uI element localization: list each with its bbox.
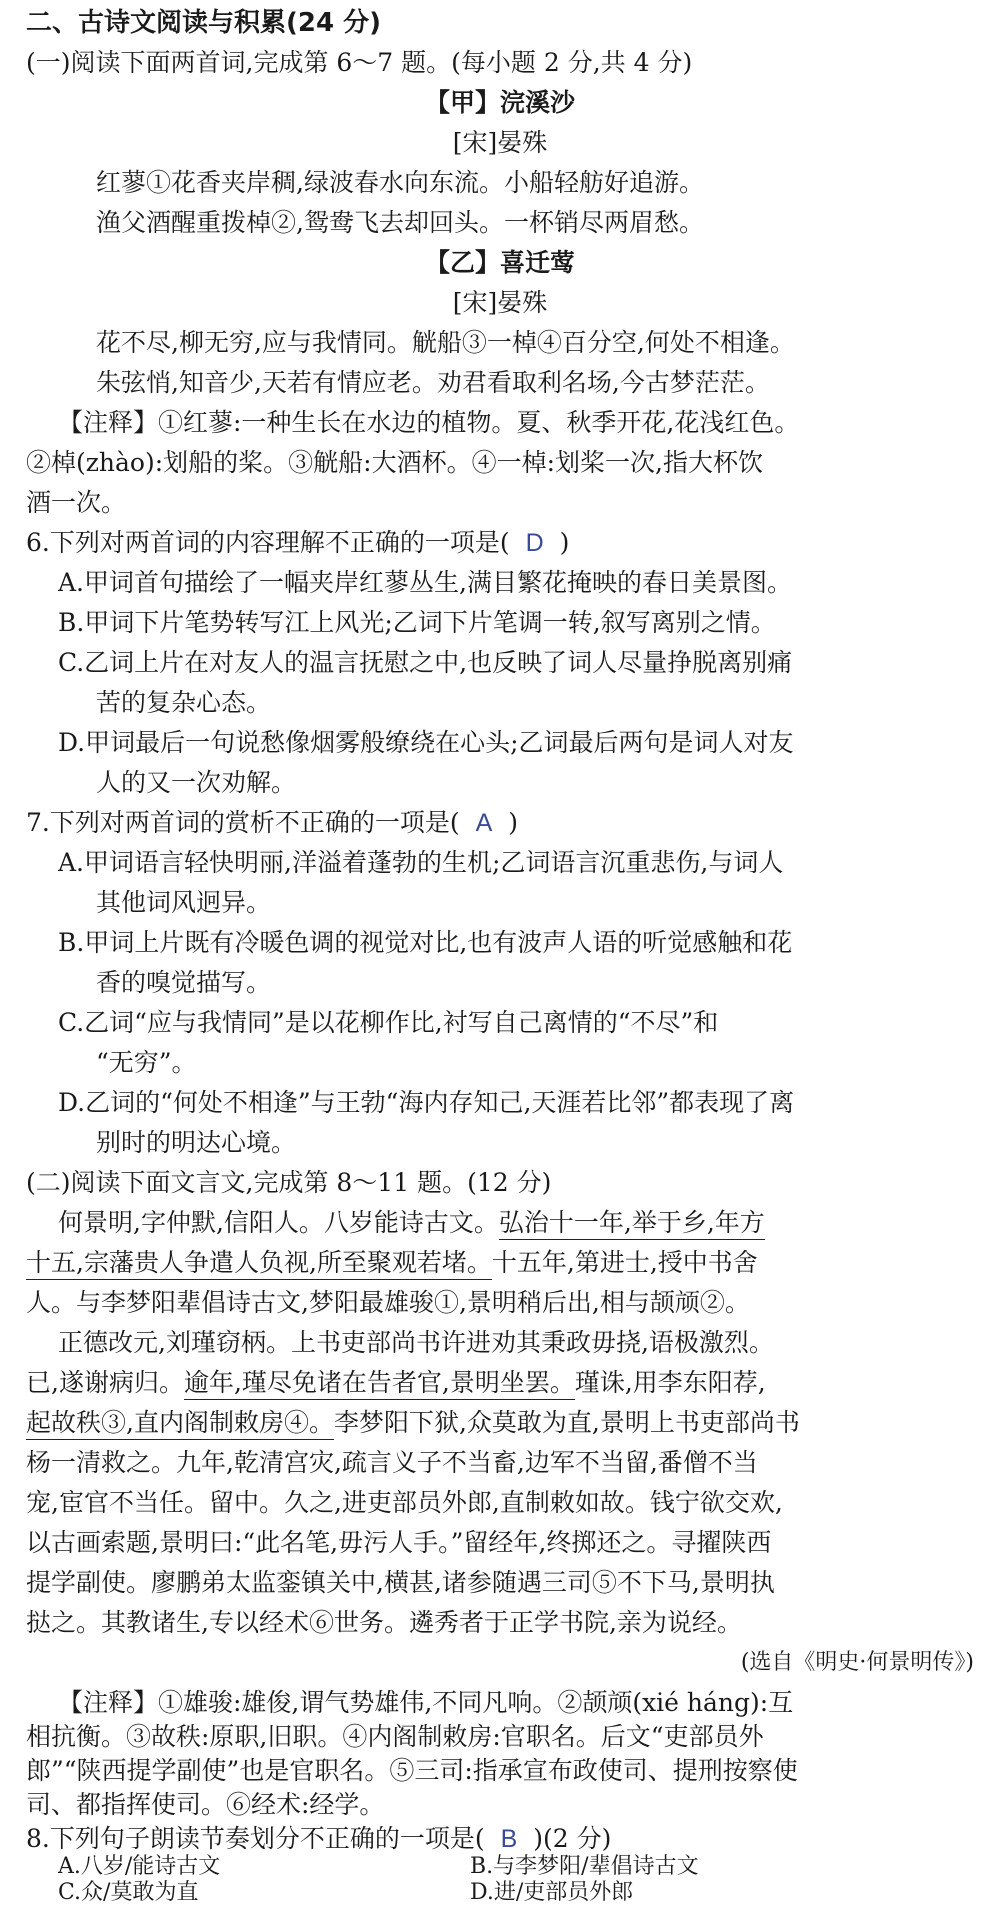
- poem-a-author: [宋]晏殊: [452, 128, 548, 157]
- part2-intro: (二)阅读下面文言文,完成第 8～11 题。(12 分): [26, 1168, 552, 1197]
- q8-option-c: C.众/莫敢为直: [58, 1880, 199, 1905]
- poem-a-line1: 红蓼①花香夹岸稠,绿波春水向东流。小船轻舫好追游。: [96, 168, 704, 197]
- poem-b-line2: 朱弦悄,知音少,天若有情应老。劝君看取利名场,今古梦茫茫。: [96, 368, 770, 397]
- passage-line: 宠,宦官不当任。留中。久之,进吏部员外郎,直制敕如故。钱宁欲交欢,: [26, 1488, 783, 1517]
- q7-close: ): [508, 808, 519, 837]
- underlined-text: 起故秩③,直内阁制敕房④。: [26, 1408, 334, 1440]
- q7-option-c: C.乙词“应与我情同”是以花柳作比,衬写自己离情的“不尽”和: [58, 1008, 719, 1037]
- q7-option-d: D.乙词的“何处不相逢”与王勃“海内存知己,天涯若比邻”都表现了离: [58, 1088, 795, 1117]
- q8-stem: 8.下列句子朗读节奏划分不正确的一项是(: [26, 1824, 485, 1853]
- underlined-text: 逾年,瑾尽免诸在告者官,景明坐罢。: [184, 1368, 575, 1400]
- q6-answer: D: [525, 529, 544, 557]
- notes-line: ②棹(zhào):划船的桨。③觥船:大酒杯。④一棹:划桨一次,指大杯饮: [26, 448, 763, 477]
- question-7: [26, 806, 974, 840]
- question-6: [26, 526, 974, 560]
- poem-a-line2: 渔父酒醒重拨棹②,鸳鸯飞去却回头。一杯销尽两眉愁。: [96, 208, 704, 237]
- q7-option-c-cont: “无穷”。: [96, 1048, 197, 1077]
- q6-option-d: D.甲词最后一句说愁像烟雾般缭绕在心头;乙词最后两句是词人对友: [58, 728, 794, 757]
- notes-line: 【注释】①红蓼:一种生长在水边的植物。夏、秋季开花,花浅红色。: [58, 408, 800, 437]
- passage-line: [58, 1206, 1000, 1240]
- q8-option-a: A.八岁/能诗古文: [58, 1854, 221, 1879]
- passage-line: [26, 1246, 974, 1280]
- part1-intro: (一)阅读下面两首词,完成第 6～7 题。(每小题 2 分,共 4 分): [26, 48, 693, 77]
- passage-text: 瑾诛,用李东阳荐,: [574, 1368, 766, 1397]
- passage-line: [26, 1406, 974, 1440]
- q8-option-d: D.进/吏部员外郎: [470, 1880, 634, 1905]
- passage-text: 十五年,第进士,授中书舍: [491, 1248, 758, 1277]
- poem-a-title: 【甲】浣溪沙: [424, 88, 575, 117]
- underlined-text: 弘治十一年,举于乡,年方: [499, 1208, 765, 1240]
- q7-option-a-cont: 其他词风迥异。: [96, 888, 272, 917]
- q6-option-c-cont: 苦的复杂心态。: [96, 688, 272, 717]
- passage-line: 杨一清救之。九年,乾清宫灾,疏言义子不当畜,边军不当留,番僧不当: [26, 1448, 758, 1477]
- section-title: 二、古诗文阅读与积累(24 分): [26, 8, 381, 38]
- passage-text: 何景明,字仲默,信阳人。八岁能诗古文。: [58, 1208, 499, 1237]
- q7-option-b: B.甲词上片既有冷暖色调的视觉对比,也有波声人语的听觉感触和花: [58, 928, 793, 957]
- notes-line: 【注释】①雄骏:雄俊,谓气势雄伟,不同凡响。②颉颃(xié háng):互: [58, 1688, 794, 1717]
- passage-text: 已,遂谢病归。: [26, 1368, 184, 1397]
- q6-option-b: B.甲词下片笔势转写江上风光;乙词下片笔调一转,叙写离别之情。: [58, 608, 776, 637]
- passage-line: 挞之。其教诸生,专以经术⑥世务。遴秀者于正学书院,亲为说经。: [26, 1608, 742, 1637]
- passage-line: 正德改元,刘瑾窃柄。上书吏部尚书许进劝其秉政毋挠,语极激烈。: [58, 1328, 774, 1357]
- q8-answer: B: [500, 1825, 518, 1853]
- q8-close: )(2 分): [533, 1824, 612, 1853]
- q7-answer: A: [475, 809, 493, 837]
- notes-line: 酒一次。: [26, 488, 127, 517]
- passage-line: 提学副使。廖鹏弟太监銮镇关中,横甚,诸参随遇三司⑤不下马,景明执: [26, 1568, 775, 1597]
- passage-line: 人。与李梦阳辈倡诗古文,梦阳最雄骏①,景明稍后出,相与颉颃②。: [26, 1288, 750, 1317]
- q6-option-c: C.乙词上片在对友人的温言抚慰之中,也反映了词人尽量挣脱离别痛: [58, 648, 793, 677]
- q7-option-d-cont: 别时的明达心境。: [96, 1128, 297, 1157]
- poem-b-title: 【乙】喜迁莺: [424, 248, 575, 277]
- q6-stem: 6.下列对两首词的内容理解不正确的一项是(: [26, 528, 510, 557]
- passage-source: (选自《明史·何景明传》): [740, 1650, 974, 1675]
- q7-option-a: A.甲词语言轻快明丽,洋溢着蓬勃的生机;乙词语言沉重悲伤,与词人: [58, 848, 784, 877]
- passage-line: [26, 1366, 974, 1400]
- q6-option-d-cont: 人的又一次劝解。: [96, 768, 297, 797]
- notes-line: 司、都指挥使司。⑥经术:经学。: [26, 1790, 385, 1819]
- notes-line: 相抗衡。③故秩:原职,旧职。④内阁制敕房:官职名。后文“吏部员外: [26, 1722, 764, 1751]
- q6-close: ): [559, 528, 570, 557]
- q7-option-b-cont: 香的嗅觉描写。: [96, 968, 272, 997]
- q7-stem: 7.下列对两首词的赏析不正确的一项是(: [26, 808, 460, 837]
- passage-line: 以古画索题,景明曰:“此名笔,毋污人手。”留经年,终掷还之。寻擢陕西: [26, 1528, 772, 1557]
- question-8: [26, 1822, 974, 1856]
- underlined-text: 十五,宗藩贵人争遣人负视,所至聚观若堵。: [26, 1248, 492, 1280]
- notes-line: 郎”“陕西提学副使”也是官职名。⑤三司:指承宣布政使司、提刑按察使: [26, 1756, 798, 1785]
- poem-b-line1: 花不尽,柳无穷,应与我情同。觥船③一棹④百分空,何处不相逢。: [96, 328, 795, 357]
- poem-b-author: [宋]晏殊: [452, 288, 548, 317]
- q8-option-b: B.与李梦阳/辈倡诗古文: [470, 1854, 699, 1879]
- q6-option-a: A.甲词首句描绘了一幅夹岸红蓼丛生,满目繁花掩映的春日美景图。: [58, 568, 792, 597]
- passage-text: 李梦阳下狱,众莫敢为直,景明上书吏部尚书: [333, 1408, 800, 1437]
